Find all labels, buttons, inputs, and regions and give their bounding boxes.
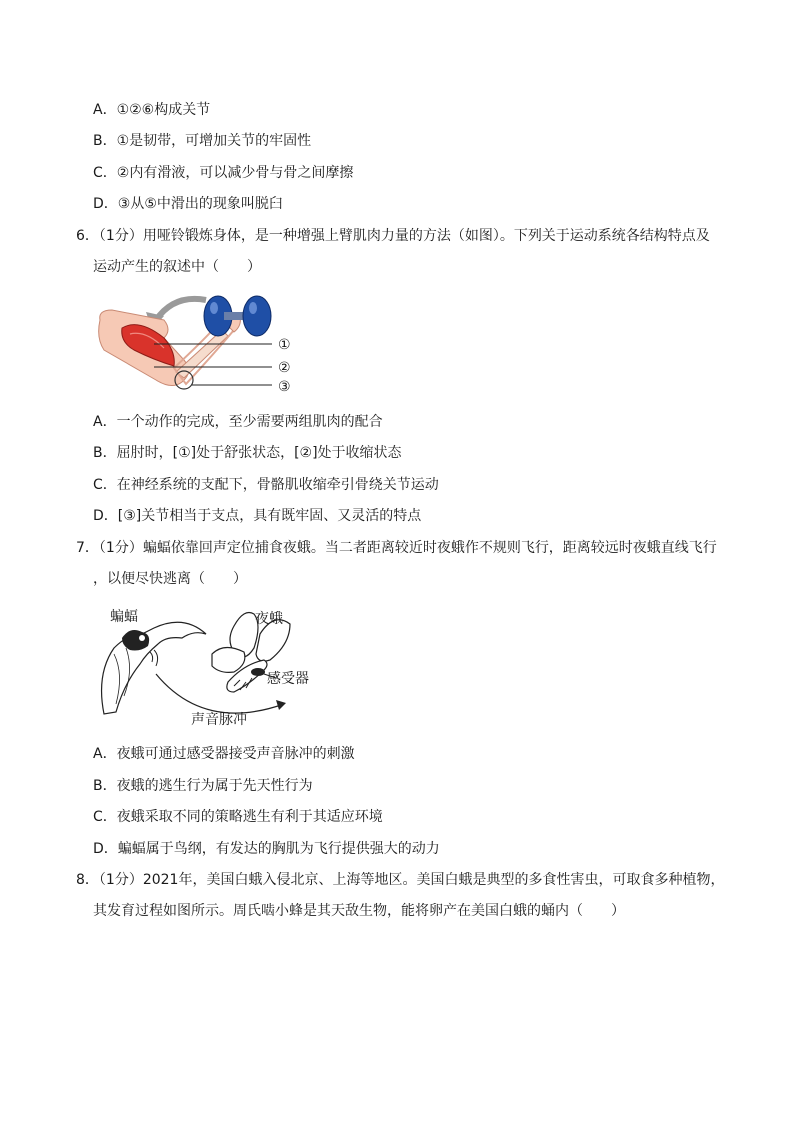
q7-option-b: B．夜蛾的逃生行为属于先天性行为	[93, 778, 313, 794]
q7-option-a: A．夜蛾可通过感受器接受声音脉冲的刺激	[93, 746, 355, 762]
q5-option-d: D．③从⑤中滑出的现象叫脱臼	[93, 196, 283, 212]
q6-stem-line1: 6．（1分）用哑铃锻炼身体，是一种增强上臂肌肉力量的方法（如图）。下列关于运动系统各结构特点及	[76, 228, 710, 244]
bat-moth-figure	[94, 604, 324, 734]
q8-stem-line1: 8．（1分）2021年，美国白蛾入侵北京、上海等地区。美国白蛾是典型的多食性害虫，可取食多种植物，	[76, 872, 725, 888]
arm-dumbbell-illustration	[94, 290, 304, 402]
moth-label: 夜蛾	[255, 611, 283, 627]
q7-stem-line2: ，以便尽快逃离（ ）	[93, 571, 247, 587]
figure-label-3: ③	[278, 379, 291, 395]
figure-label-2: ②	[278, 360, 291, 376]
q6-option-c: C．在神经系统的支配下，骨骼肌收缩牵引骨绕关节运动	[93, 477, 439, 493]
q6-option-a: A．一个动作的完成，至少需要两组肌肉的配合	[93, 414, 383, 430]
q8-stem-line2: 其发育过程如图所示。周氏啮小蜂是其天敌生物，能将卵产在美国白蛾的蛹内（ ）	[93, 903, 625, 919]
q5-option-b: B．①是韧带，可增加关节的牢固性	[93, 133, 312, 149]
q5-option-c: C．②内有滑液，可以减少骨与骨之间摩擦	[93, 165, 354, 181]
sound-pulse-label: 声音脉冲	[191, 712, 247, 728]
figure-label-1: ①	[278, 337, 291, 353]
q7-option-d: D．蝙蝠属于鸟纲，有发达的胸肌为飞行提供强大的动力	[93, 841, 440, 857]
sound-pulse-arrow-icon	[156, 674, 284, 713]
q6-stem-line2: 运动产生的叙述中（ ）	[93, 259, 261, 275]
q5-option-a: A．①②⑥构成关节	[93, 102, 211, 118]
arm-dumbbell-figure	[94, 290, 304, 402]
q7-stem-line1: 7．（1分）蝙蝠依靠回声定位捕食夜蛾。当二者距离较近时夜蛾作不规则飞行，距离较远时夜蛾直线飞行	[76, 540, 717, 556]
q6-option-b: B．屈肘时，[①]处于舒张状态，[②]处于收缩状态	[93, 445, 402, 461]
q7-option-c: C．夜蛾采取不同的策略逃生有利于其适应环境	[93, 809, 383, 825]
receptor-label: 感受器	[267, 671, 309, 687]
motion-arrow-icon	[156, 299, 206, 320]
q6-option-d: D．[③]关节相当于支点，具有既牢固、又灵活的特点	[93, 508, 422, 524]
bat-label: 蝙蝠	[110, 609, 138, 625]
